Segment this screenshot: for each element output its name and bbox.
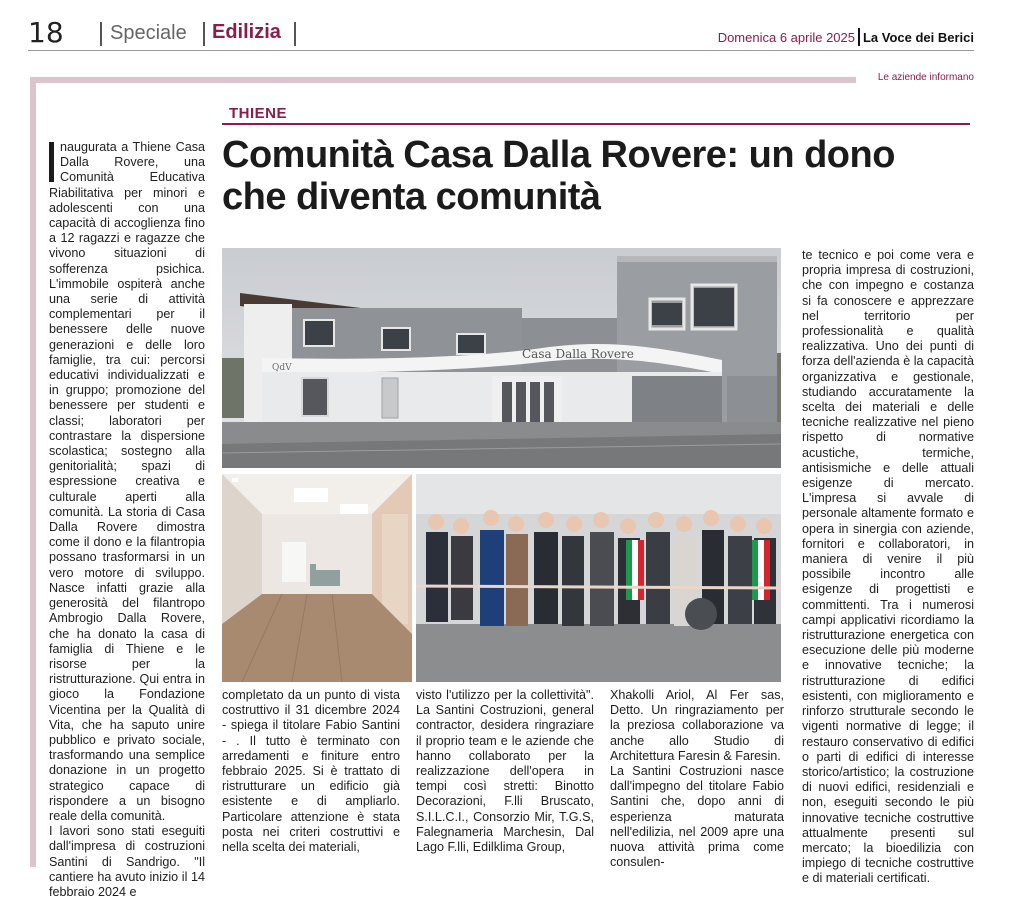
building-sign: Casa Dalla Rovere: [522, 347, 634, 361]
photo-building-exterior: [222, 248, 781, 468]
article-column-left-text: naugurata a Thiene Casa Dalla Rovere, una Comunità Educativa Riabilitativa per minori e adolescenti con una capacità di accoglienza fino a 12 ragazzi e ragazze che vivono situazioni di sofferenza psichica. L'immobile ospiterà anche una serie di attività complementari per il benessere delle nuove generazioni e delle loro famiglie, tra cui: percorsi educativi individualizzati e in gruppo; promozione del benessere per studenti e classi; laboratori per contrastare la dispersione scolastica; sostegno alla genitorialità; spazi di espressione creativa e culturale aperti alla comunità. La storia di Casa Dalla Rovere dimostra come il dono e la filantropia possano trasformarsi in un vero motore di sviluppo. Nasce infatti grazie alla generosità del filantropo Ambrogio Dalla Rovere, che ha donato la casa di famiglia di Thiene e le risorse per la ristrutturazione. Qui entra in gioco la Fondazione Vicentina per la Qualità di Vita, che ha saputo unire pubblico e privato sociale, trasformando una semplice donazione in un progetto strategico capace di rispondere a un bisogno reale della comunità. I lavori sono stati eseguiti dall'impresa di costruzioni Santini di Sandrigo. "Il cantiere ha avuto inizio il 14 febbraio 2024 e: [49, 140, 205, 899]
header-separator: [100, 22, 102, 46]
article-column-bottom-1: completato da un punto di vista costruttivo il 31 dicembre 2024 - spiega il titolare Fabio Santini - . Il tutto è terminato con arredamenti e finiture entro febbraio 2025. Si è trattato di ristrutturare un edificio già esistente e di ampliarlo. Particolare attenzione è stata posta nei criteri costruttivi e nella scelta dei materiali,: [222, 688, 400, 855]
article-column-left: [49, 140, 205, 899]
building-logo: QdV: [272, 363, 292, 373]
header-separator: [294, 22, 296, 46]
article-column-bottom-3: Xhakolli Ariol, Al Fer sas, Detto. Un ringraziamento per la preziosa collaborazione va anche allo Studio di Architettura Faresin & Faresin. La Santini Costruzioni nasce dall'impegno del titolare Fabio Santini che, dopo anni di esperienza maturata nell'edilizia, nel 2009 apre una nuova attività prima come consulen-: [610, 688, 784, 870]
section-topic: Edilizia: [212, 21, 281, 43]
kicker-rule: [222, 123, 970, 125]
header-separator: [203, 22, 205, 46]
photo-interior: [222, 474, 412, 682]
publication-name: La Voce dei Berici: [862, 30, 974, 45]
header-separator: [858, 28, 860, 46]
article-column-bottom-2: visto l'utilizzo per la collettività". La Santini Costruzioni, general contractor, desidera ringraziare il proprio team e le aziende che hanno collaborato per la realizzazione dell'opera in tempi così stretti: Binotto Decorazioni, F.lli Bruscato, S.I.L.C.I., Consorzio Mir, T.G.S, Falegnameria Marchesin, Dal Lago F.lli, Edilklima Group,: [416, 688, 594, 855]
frame-left-border: [30, 77, 36, 867]
article-column-right: te tecnico e poi come vera e propria impresa di costruzioni, che con impegno e costanza si fa conoscere e apprezzare nel territorio per professionalità e qualità realizzativa. Uno dei punti di forza dell'azienda è la capacità organizzativa e gestionale, studiando accuratamente la scelta dei materiali e delle tecniche realizzative nel pieno rispetto di normative acustiche, termiche, antisismiche e delle attuali esigenze di mercato. L'impresa si avvale di personale altamente formato e opera in sinergia con aziende, fornitori e collaboratori, in maniera di venire il più possibile incontro alle esigenze di progettisti e committenti. Tra i numerosi campi applicativi ricordiamo la ristrutturazione energetica con esecuzione delle più moderne e innovative tecniche; la ristrutturazione di edifici esistenti, con miglioramento e rinforzo strutturale secondo le vigenti normative di legge; il restauro conservativo di edifici o parti di edifici di interesse storico/artistico; la costruzione di nuovi edifici, residenziali e non, eseguiti secondo le più innovative tecniche costruttive attualmente presenti sul mercato; la bioedilizia con impiego di tecniche costruttive e di materiali certificati.: [802, 248, 974, 886]
headline: Comunità Casa Dalla Rovere: un dono che diventa comunità: [222, 134, 895, 218]
promo-label: Le aziende informano: [877, 72, 974, 83]
page-number: 18: [28, 16, 64, 49]
header-rule: [28, 50, 974, 51]
photo-ribbon-cutting: [416, 474, 781, 682]
drop-cap-i: [49, 142, 54, 182]
interior-illustration: [222, 474, 412, 682]
kicker: THIENE: [229, 105, 288, 122]
publication-date: Domenica 6 aprile 2025: [717, 30, 855, 45]
section-label: Speciale: [110, 22, 187, 44]
building-illustration: [222, 248, 781, 468]
frame-top-border: [30, 77, 856, 83]
ceremony-illustration: [416, 474, 781, 682]
